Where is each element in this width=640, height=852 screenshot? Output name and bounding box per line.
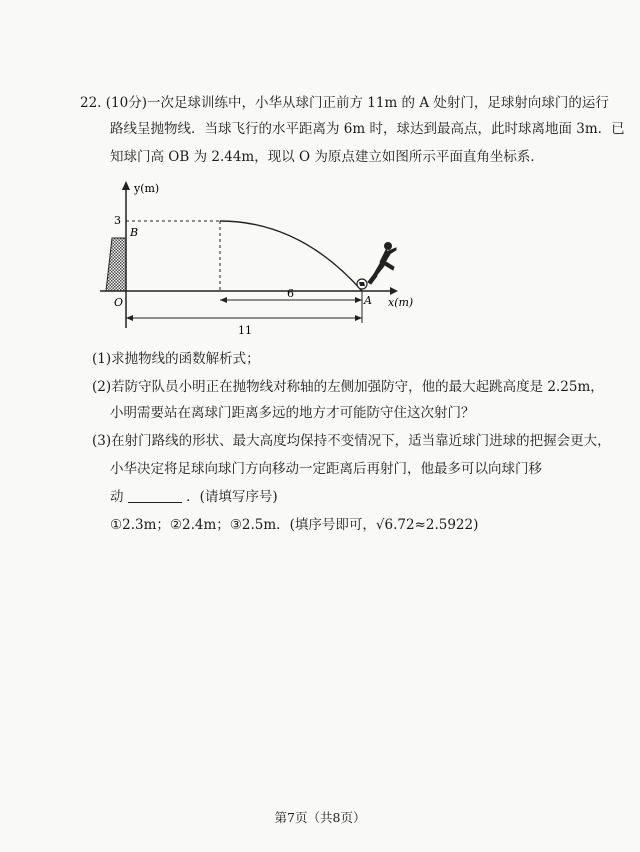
y-axis-arrow	[122, 181, 130, 190]
question-2-line-2: 小明需要站在离球门距离多远的地方才可能防守住这次射门？	[110, 405, 475, 421]
dimension-11-arrow-left	[126, 315, 133, 321]
question-3-line-3	[110, 488, 278, 506]
dimension-6-arrow-left	[220, 297, 227, 303]
parabola-curve	[220, 221, 362, 291]
problem-line-1: 22. (10分)一次足球训练中，小华从球门正前方 11m 的 A 处射门，足球射向球门的运行	[80, 95, 609, 111]
question-3-suffix: ．(请填写序号)	[186, 489, 278, 505]
problem-line-2: 路线呈抛物线．当球飞行的水平距离为 6m 时，球达到最高点，此时球离地面 3m．已	[110, 121, 625, 137]
x-axis-label: x(m)	[388, 296, 414, 309]
dimension-11-arrow-right	[355, 315, 362, 321]
label-o: O	[114, 296, 124, 309]
y-axis-label: y(m)	[134, 182, 160, 195]
label-11: 11	[238, 324, 252, 337]
x-axis-arrow	[390, 287, 398, 295]
question-3-prefix: 动	[110, 489, 124, 505]
page-footer: 第7页（共8页）	[274, 810, 366, 825]
label-3: 3	[114, 214, 121, 227]
answer-blank[interactable]	[128, 488, 182, 503]
goal-post	[106, 238, 126, 291]
question-2-line-1: (2)若防守队员小明正在抛物线对称轴的左侧加强防守，他的最大起跳高度是 2.25m，	[92, 379, 604, 395]
label-a: A	[364, 294, 372, 307]
problem-line-3: 知球门高 OB 为 2.44m，现以 O 为原点建立如图所示平面直角坐标系．	[110, 149, 544, 165]
coordinate-figure	[90, 178, 430, 338]
player-icon	[368, 243, 396, 285]
answer-options: ①2.3m；②2.4m；③2.5m．(填序号即可，√6.72≈2.5922)	[110, 517, 479, 533]
question-3-line-1: (3)在射门路线的形状、最大高度均保持不变情况下，适当靠近球门进球的把握会更大，	[92, 433, 611, 449]
label-6: 6	[287, 287, 294, 300]
question-1: (1)求抛物线的函数解析式；	[92, 351, 260, 367]
question-3-line-2: 小华决定将足球向球门方向移动一定距离后再射门，他最多可以向球门移	[110, 461, 542, 477]
label-b: B	[130, 226, 139, 239]
dimension-6-arrow-right	[355, 297, 362, 303]
ball-pattern	[359, 282, 365, 286]
